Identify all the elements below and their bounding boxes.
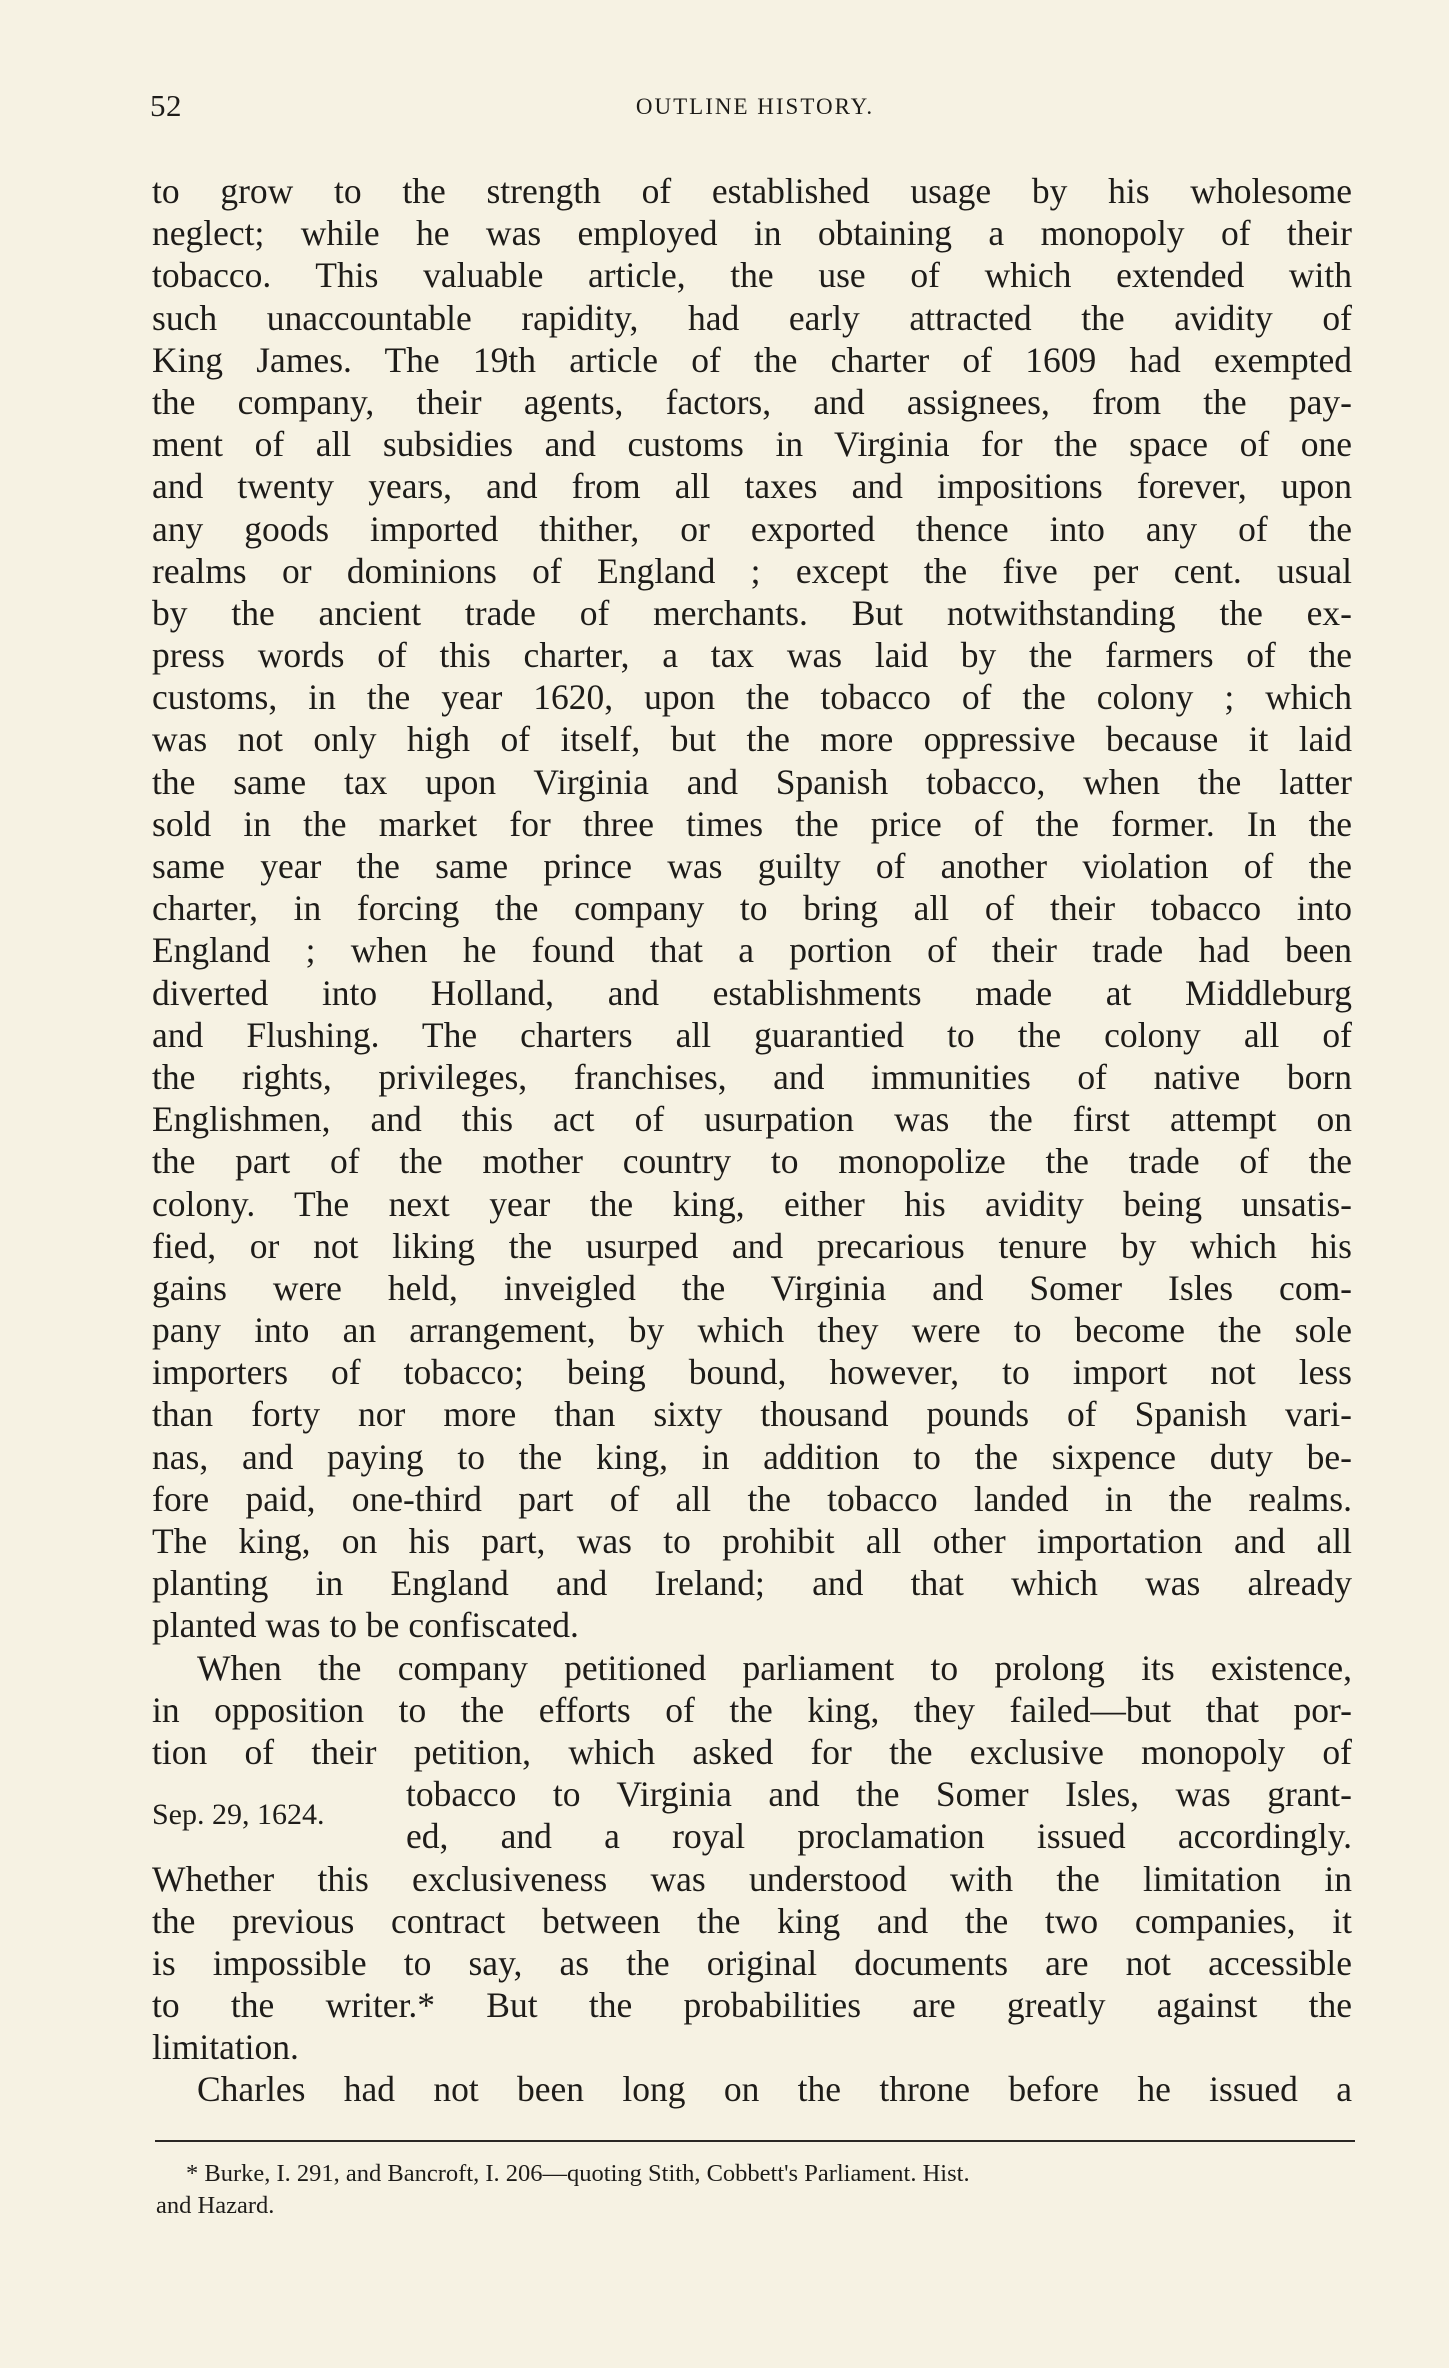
text-line: planting in England and Ireland; and that which was already [152,1563,1352,1604]
text-line: diverted into Holland, and establishments made at Middleburg [152,972,1352,1013]
text-line: the rights, privileges, franchises, and immunities of native born [152,1056,1352,1097]
text-line: to grow to the strength of established usage by his wholesome [152,171,1352,211]
text-line: gains were held, inveigled the Virginia and Somer Isles com- [152,1267,1352,1308]
text-line: and twenty years, and from all taxes and impositions forever, upon [152,466,1352,507]
text-line: England ; when he found that a portion of their trade had been [152,930,1352,971]
text-line: tion of their petition, which asked for the exclusive monopoly of [152,1731,1352,1772]
text-line: by the ancient trade of merchants. But notwithstanding the ex- [152,592,1352,633]
text-line: The king, on his part, was to prohibit all other importation and all [152,1521,1352,1561]
text-line: and Flushing. The charters all guarantied to the colony all of [152,1014,1352,1055]
text-line: charter, in forcing the company to bring all of their tobacco into [152,888,1352,929]
text-line: same year the same prince was guilty of another violation of the [152,846,1352,886]
text-line: Whether this exclusiveness was understood with the limitation in [152,1858,1352,1899]
margin-note-row [152,1773,1352,1857]
text-line: press words of this charter, a tax was laid by the farmers of the [152,635,1352,676]
text-line: importers of tobacco; being bound, however, to import not less [152,1352,1352,1393]
text-line: the company, their agents, factors, and assignees, from the pay- [152,381,1352,422]
footnote-rule [155,2140,1355,2142]
page-number: 52 [150,88,182,123]
page-header [150,88,1360,128]
text-line: tobacco to Virginia and the Somer Isles, was grant- [406,1774,1352,1815]
text-line: is impossible to say, as the original documents are not accessible [152,1942,1352,1983]
text-line: ed, and a royal proclamation issued accordingly. [406,1816,1352,1857]
paragraph-2 [152,1647,1352,2069]
text-line: realms or dominions of England ; except the five per cent. usual [152,550,1352,591]
text-line: than forty nor more than sixty thousand pounds of Spanish vari- [152,1394,1352,1435]
paragraph-1 [152,170,1352,1647]
text-line: pany into an arrangement, by which they were to become the sole [152,1310,1352,1351]
text-line: fied, or not liking the usurped and precarious tenure by which his [152,1225,1352,1266]
body-text [152,170,1352,2111]
text-line: the same tax upon Virginia and Spanish tobacco, when the latter [152,761,1352,802]
paragraph-3 [152,2068,1352,2110]
text-line: tobacco. This valuable article, the use of which extended with [152,255,1352,296]
text-line: nas, and paying to the king, in addition to the sixpence duty be- [152,1436,1352,1477]
text-line: customs, in the year 1620, upon the tobacco of the colony ; which [152,677,1352,718]
text-line: colony. The next year the king, either his avidity being unsatis- [152,1183,1352,1224]
text-line: such unaccountable rapidity, had early attracted the avidity of [152,297,1352,338]
text-line: Charles had not been long on the throne before he issued a [197,2069,1352,2110]
text-line: the previous contract between the king and the two companies, it [152,1900,1352,1941]
text-line: to the writer.* But the probabilities are greatly against the [152,1985,1352,2026]
text-line: ment of all subsidies and customs in Virginia for the space of one [152,424,1352,465]
text-line: Englishmen, and this act of usurpation was the first attempt on [152,1099,1352,1140]
text-line: planted was to be confiscated. [152,1605,579,1646]
text-line: was not only high of itself, but the more oppressive because it laid [152,719,1352,760]
text-line: limitation. [152,2027,299,2068]
text-line: neglect; while he was employed in obtaining a monopoly of their [152,213,1352,254]
text-line: King James. The 19th article of the charter of 1609 had exempted [152,339,1352,380]
running-title: OUTLINE HISTORY. [635,94,875,119]
footnote-line: and Hazard. [156,2192,275,2219]
text-line: in opposition to the efforts of the king, they failed—but that por- [152,1689,1352,1730]
text-line: sold in the market for three times the price of the former. In the [152,803,1352,844]
text-line: the part of the mother country to monopolize the trade of the [152,1141,1352,1182]
marginal-date-note: Sep. 29, 1624. [152,1798,325,1832]
footnote-line: * Burke, I. 291, and Bancroft, I. 206—quoting Stith, Cobbett's Parliament. Hist. [186,2160,970,2187]
text-line: When the company petitioned parliament to prolong its existence, [197,1647,1352,1688]
text-line: any goods imported thither, or exported thence into any of the [152,508,1352,549]
text-line: fore paid, one-third part of all the tobacco landed in the realms. [152,1478,1352,1519]
footnote [156,2158,1351,2222]
